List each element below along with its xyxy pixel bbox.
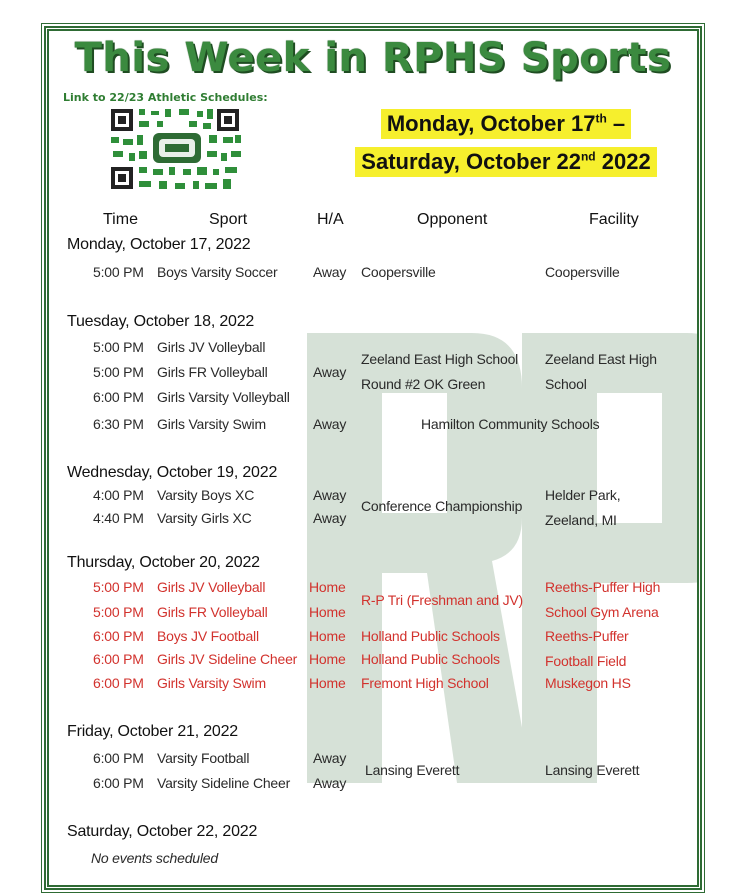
flyer-title: This Week in RPHS Sports: [74, 35, 672, 81]
thursday-facility-line: School Gym Arena: [545, 604, 659, 620]
thursday-time: 5:00 PM: [93, 604, 144, 620]
wednesday-opponent: Conference Championship: [361, 498, 523, 514]
day-heading-saturday: Saturday, October 22, 2022: [67, 823, 258, 840]
wednesday-facility-line-1: Helder Park,: [545, 487, 621, 503]
tuesday-sport: Girls Varsity Swim: [157, 416, 266, 432]
thursday-sport: Girls FR Volleyball: [157, 604, 268, 620]
thursday-facility-line: Reeths-Puffer: [545, 628, 629, 644]
wednesday-ha: Away: [313, 510, 347, 526]
thursday-facility-line: Reeths-Puffer High: [545, 579, 661, 595]
rp-watermark: [307, 333, 702, 793]
friday-ha: Away: [313, 750, 347, 766]
thursday-sport: Girls JV Sideline Cheer: [157, 651, 298, 667]
date-range-line-2: Saturday, October 22nd 2022: [355, 147, 656, 177]
tuesday-time: 5:00 PM: [93, 339, 144, 355]
qr-label: Link to 22/23 Athletic Schedules:: [63, 91, 268, 104]
tuesday-time: 6:30 PM: [93, 416, 144, 432]
wednesday-facility-line-2: Zeeland, MI: [545, 512, 617, 528]
tuesday-sport: Girls FR Volleyball: [157, 364, 268, 380]
watermark-r: [307, 333, 532, 783]
thursday-time: 6:00 PM: [93, 628, 144, 644]
tuesday-opponent-line-1: Zeeland East High School: [361, 351, 519, 367]
thursday-facility-line: Football Field: [545, 653, 627, 669]
friday-facility: Lansing Everett: [545, 762, 640, 778]
wednesday-time: 4:40 PM: [93, 510, 144, 526]
monday-time: 5:00 PM: [93, 264, 144, 280]
schedule-flyer: [44, 26, 702, 890]
tuesday-time: 6:00 PM: [93, 389, 144, 405]
day-heading-tuesday: Tuesday, October 18, 2022: [67, 313, 255, 330]
day-heading-monday: Monday, October 17, 2022: [67, 236, 251, 253]
tuesday-swim-ha: Away: [313, 416, 347, 432]
monday-facility: Coopersville: [545, 264, 620, 280]
thursday-ha: Home: [309, 675, 346, 691]
tuesday-facility-line-1: Zeeland East High: [545, 351, 657, 367]
tuesday-sport: Girls JV Volleyball: [157, 339, 266, 355]
thursday-sport: Boys JV Football: [157, 628, 259, 644]
tuesday-volleyball-ha: Away: [313, 364, 347, 380]
thursday-opponent: Fremont High School: [361, 675, 489, 691]
thursday-ha: Home: [309, 651, 346, 667]
day-heading-friday: Friday, October 21, 2022: [67, 723, 238, 740]
thursday-opponent: Holland Public Schools: [361, 628, 500, 644]
tuesday-swim-opponent: Hamilton Community Schools: [421, 416, 600, 432]
thursday-sport: Girls Varsity Swim: [157, 675, 266, 691]
qr-code-icon[interactable]: [109, 107, 243, 191]
thursday-volleyball-opponent: R-P Tri (Freshman and JV): [361, 592, 524, 608]
friday-sport: Varsity Sideline Cheer: [157, 775, 291, 791]
day-heading-wednesday: Wednesday, October 19, 2022: [67, 464, 278, 481]
column-header-facility: Facility: [589, 211, 639, 228]
friday-time: 6:00 PM: [93, 775, 144, 791]
thursday-time: 5:00 PM: [93, 579, 144, 595]
friday-opponent: Lansing Everett: [365, 762, 460, 778]
tuesday-time: 5:00 PM: [93, 364, 144, 380]
thursday-ha: Home: [309, 628, 346, 644]
column-header-time: Time: [103, 211, 138, 228]
date-range: [347, 109, 665, 185]
thursday-opponent: Holland Public Schools: [361, 651, 500, 667]
tuesday-facility-line-2: School: [545, 376, 587, 392]
wednesday-time: 4:00 PM: [93, 487, 144, 503]
watermark-p: [522, 333, 702, 783]
friday-time: 6:00 PM: [93, 750, 144, 766]
column-header-ha: H/A: [317, 211, 344, 228]
saturday-note: No events scheduled: [91, 850, 218, 866]
column-header-sport: Sport: [209, 211, 248, 228]
day-heading-thursday: Thursday, October 20, 2022: [67, 554, 260, 571]
thursday-ha: Home: [309, 604, 346, 620]
monday-ha: Away: [313, 264, 347, 280]
wednesday-sport: Varsity Girls XC: [157, 510, 252, 526]
friday-sport: Varsity Football: [157, 750, 250, 766]
thursday-ha: Home: [309, 579, 346, 595]
tuesday-sport: Girls Varsity Volleyball: [157, 389, 290, 405]
wednesday-ha: Away: [313, 487, 347, 503]
thursday-time: 6:00 PM: [93, 651, 144, 667]
column-header-opponent: Opponent: [417, 211, 488, 228]
thursday-time: 6:00 PM: [93, 675, 144, 691]
date-range-line-1: Monday, October 17th –: [381, 109, 631, 139]
thursday-facility-line: Muskegon HS: [545, 675, 631, 691]
friday-ha: Away: [313, 775, 347, 791]
monday-opponent: Coopersville: [361, 264, 436, 280]
monday-sport: Boys Varsity Soccer: [157, 264, 278, 280]
tuesday-opponent-line-2: Round #2 OK Green: [361, 376, 486, 392]
wednesday-sport: Varsity Boys XC: [157, 487, 255, 503]
thursday-sport: Girls JV Volleyball: [157, 579, 266, 595]
